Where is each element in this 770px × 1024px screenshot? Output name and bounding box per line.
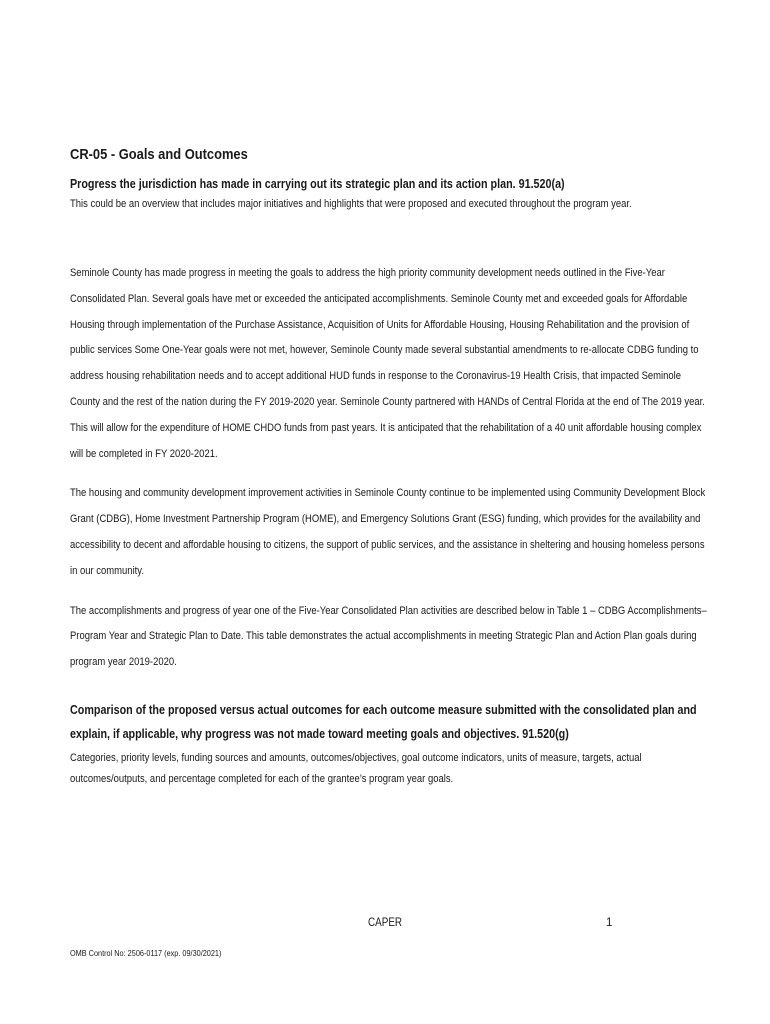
section1-heading: Progress the jurisdiction has made in carrying out its strategic plan and its action plan. 91.520(a)	[70, 177, 565, 191]
footer-control-number: OMB Control No: 2506-0117 (exp. 09/30/2021)	[70, 948, 222, 958]
section1-description: This could be an overview that includes major initiatives and highlights that were proposed and executed throughout the program year.	[70, 198, 632, 210]
page-title: CR-05 - Goals and Outcomes	[70, 146, 248, 163]
body-paragraph-1: Seminole County has made progress in meeting the goals to address the high priority community development needs outlined in the Five-Year Consolidated Plan. Several goals have met or exceeded the anticipated accomplishments. Seminole County met and exceeded goals for Affordable Housing through implementation of the Purchase Assistance, Acquisition of Units for Affordable Housing, Housing Rehabilitation and the provision of public services Some One-Year goals were not met, however, Seminole County made several substantial amendments to re-allocate CDBG funding to address housing rehabilitation needs and to accept additional HUD funds in response to the Coronavirus-19 Health Crisis, that impacted Seminole County and the rest of the nation during the FY 2019-2020 year. Seminole County partnered with HANDs of Central Florida at the end of The 2019 year. This will allow for the expenditure of HOME CHDO funds from past years. It is anticipated that the rehabilitation of a 40 unit affordable housing complex will be completed in FY 2020-2021.	[70, 267, 705, 460]
page-content	[70, 146, 710, 790]
body-paragraph-3: The accomplishments and progress of year one of the Five-Year Consolidated Plan activities are described below in Table 1 – CDBG Accomplishments– Program Year and Strategic Plan to Date. This table demonstrates the actual accomplishments in meeting Strategic Plan and Action Plan goals during program year 2019-2020.	[70, 604, 707, 669]
section2-description: Categories, priority levels, funding sources and amounts, outcomes/objectives, goal outcome indicators, units of measure, targets, actual outcomes/outputs, and percentage completed for each of the grantee’s program year goals.	[70, 751, 642, 785]
footer-page-number: 1	[606, 917, 613, 929]
section2-heading: Comparison of the proposed versus actual outcomes for each outcome measure submitted with the consolidated plan and explain, if applicable, why progress was not made toward meeting goals and objectives. 91.520(g)	[70, 702, 697, 741]
body-paragraph-2: The housing and community development improvement activities in Seminole County continue to be implemented using Community Development Block Grant (CDBG), Home Investment Partnership Program (HOME), and Emergency Solutions Grant (ESG) funding, which provides for the availability and accessibility to decent and affordable housing to citizens, the support of public services, and the assistance in sheltering and housing homeless persons in our community.	[70, 487, 706, 577]
footer-label: CAPER	[368, 917, 403, 929]
